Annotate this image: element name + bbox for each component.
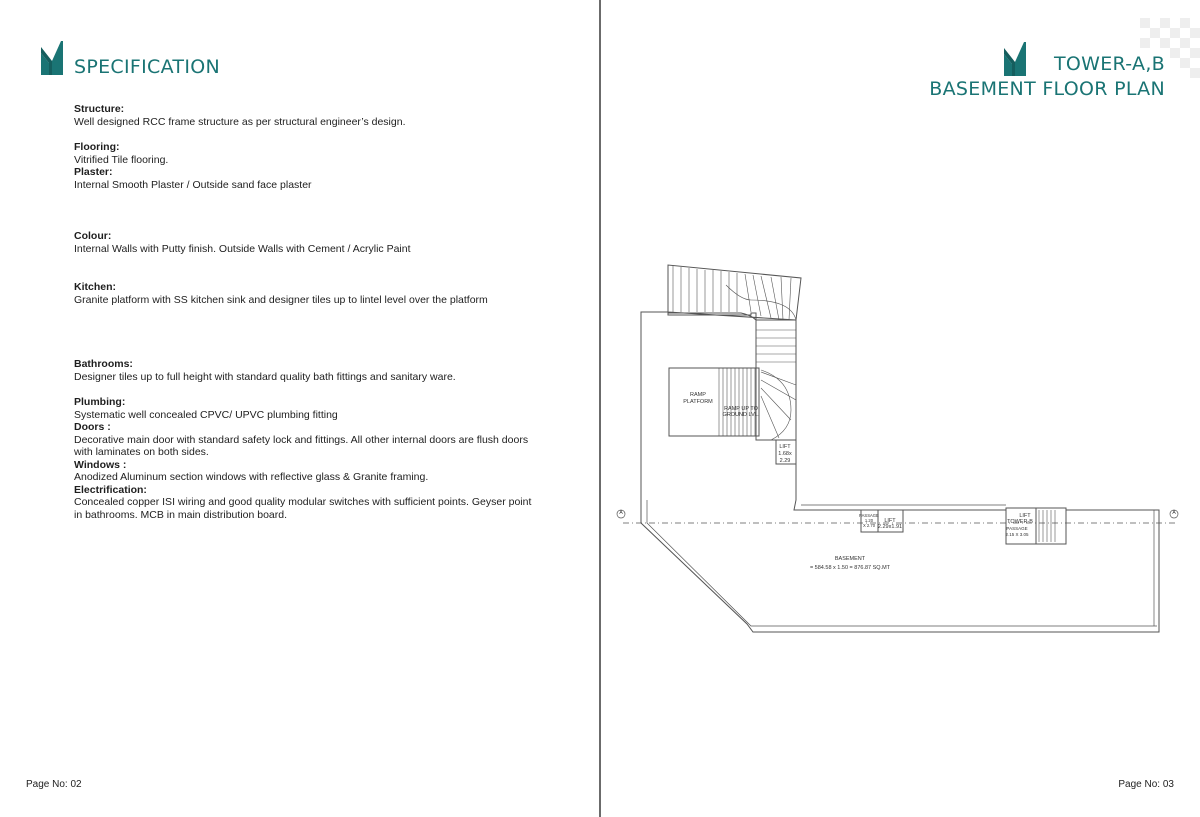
page-number: Page No: 02 (26, 779, 82, 790)
plan-title-floor: BASEMENT FLOOR PLAN (929, 78, 1165, 100)
spec-label: Electrification: (74, 483, 147, 496)
section-marker-right: A (1172, 510, 1176, 516)
spec-text: Designer tiles up to full height with standard quality bath fittings and sanitary ware. (74, 370, 456, 383)
spec-kitchen (74, 281, 534, 306)
label-ramp-platform: RAMP (690, 392, 706, 398)
brand-logo-icon (41, 41, 63, 75)
spec-label: Flooring: (74, 141, 120, 153)
basement-outline (641, 312, 1159, 632)
specification-list (74, 103, 534, 521)
label-passage-small: X 2.70 (862, 523, 876, 528)
label-basement-area: = 584.58 x 1.50 = 876.87 SQ.MT (809, 565, 891, 571)
label-passage-small: PASSAGE (859, 513, 879, 518)
plan-title-tower: TOWER-A,B (1054, 53, 1165, 75)
spec-text: Concealed copper ISI wiring and good quality modular switches with sufficient points. Geyser point in bathrooms. MCB in main distribution board. (74, 496, 532, 521)
label-lift-middle: LIFT (884, 518, 896, 524)
spec-windows (74, 459, 534, 484)
spec-label: Kitchen: (74, 281, 116, 293)
label-ramp-up: RAMP UP TO (724, 406, 758, 412)
label-ramp-platform: PLATFORM (683, 399, 713, 405)
label-lift-left: 2.29 (779, 458, 791, 464)
spec-doors (74, 421, 534, 459)
ramp-treads (719, 368, 755, 436)
label-lift-middle: 2.29x1.91 (877, 524, 903, 530)
label-passage-right: PASSAGE (1006, 526, 1028, 531)
spec-bathrooms (74, 358, 534, 383)
basement-floor-plan (601, 0, 1200, 817)
spec-text: Granite platform with SS kitchen sink and designer tiles up to lintel level over the platform (74, 293, 488, 306)
section-marker-left: A (619, 510, 623, 516)
spec-plaster (74, 166, 534, 191)
label-basement: BASEMENT (834, 556, 866, 562)
spec-colour (74, 230, 534, 255)
spec-label: Windows : (74, 458, 127, 471)
label-ramp-up: GROUND LVL. (722, 412, 760, 418)
label-lift-left: LIFT (779, 444, 791, 450)
spec-label: Bathrooms: (74, 358, 133, 370)
spec-electrification (74, 484, 534, 522)
spec-text: Anodized Aluminum section windows with reflective glass & Granite framing. (74, 471, 429, 483)
page-title: SPECIFICATION (74, 56, 220, 78)
spec-label: Plumbing: (74, 396, 126, 408)
section-markers (617, 510, 1178, 518)
label-lift-left: 1.68x (778, 451, 792, 457)
spec-text: Vitrified Tile flooring. (74, 153, 169, 166)
spec-text: Well designed RCC frame structure as per structural engineer’s design. (74, 115, 406, 128)
spec-label: Doors : (74, 421, 111, 433)
page-number: Page No: 03 (1118, 779, 1174, 790)
spec-label: Plaster: (74, 166, 113, 178)
label-passage-right: 2.15 X 3.05 (1005, 532, 1029, 537)
label-tower-b: TOWER-B (1007, 519, 1033, 525)
spec-text: Systematic well concealed CPVC/ UPVC plumbing fitting (74, 408, 338, 421)
spec-plumbing (74, 396, 534, 421)
spec-text: Internal Smooth Plaster / Outside sand face plaster (74, 178, 312, 191)
spec-label: Colour: (74, 230, 112, 242)
label-lift-right: LIFT (1019, 513, 1031, 519)
spec-text: Internal Walls with Putty finish. Outside Walls with Cement / Acrylic Paint (74, 242, 411, 255)
right-page (601, 0, 1200, 817)
label-passage-small: 1.20 (864, 518, 874, 523)
spec-flooring (74, 141, 534, 166)
spec-label: Structure: (74, 103, 125, 115)
spec-structure (74, 103, 534, 128)
spec-text: Decorative main door with standard safety lock and fittings. All other internal doors are flush doors with laminates on both sides. (74, 433, 529, 458)
